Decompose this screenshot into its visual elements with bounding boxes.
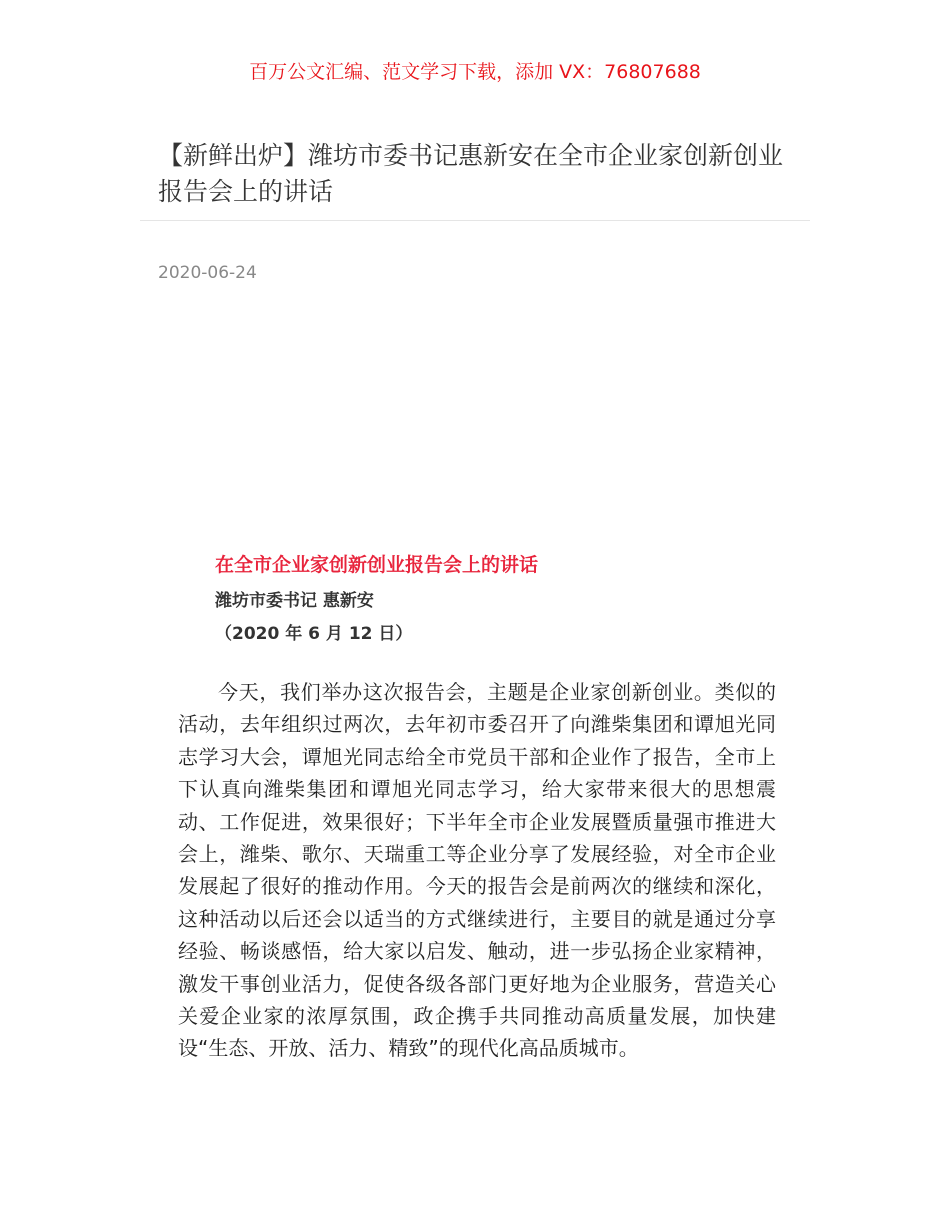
divider: [140, 220, 810, 221]
speech-heading: 在全市企业家创新创业报告会上的讲话: [215, 554, 539, 576]
speech-author: 潍坊市委书记 惠新安: [215, 591, 374, 611]
promo-banner: 百万公文汇编、范文学习下载，添加 VX：76807688: [249, 61, 701, 83]
body-paragraph: 今天，我们举办这次报告会，主题是企业家创新创业。类似的活动，去年组织过两次，去年初市委召开了向潍柴集团和谭旭光同志学习大会，谭旭光同志给全市党员干部和企业作了报告，全市上下认真向潍柴集团和谭旭光同志学习，给大家带来很大的思想震动、工作促进，效果很好；下半年全市企业发展暨质量强市推进大会上，潍柴、歌尔、天瑞重工等企业分享了发展经验，对全市企业发展起了很好的推动作用。今天的报告会是前两次的继续和深化，这种活动以后还会以适当的方式继续进行，主要目的就是通过分享经验、畅谈感悟，给大家以启发、触动，进一步弘扬企业家精神，激发干事创业活力，促使各级各部门更好地为企业服务，营造关心关爱企业家的浓厚氛围，政企携手共同推动高质量发展，加快建设“生态、开放、活力、精致”的现代化高品质城市。: [178, 680, 776, 1061]
speech-date: （2020 年 6 月 12 日）: [215, 624, 413, 644]
publish-date: 2020-06-24: [158, 263, 257, 283]
article-title: 【新鲜出炉】潍坊市委书记惠新安在全市企业家创新创业报告会上的讲话: [158, 141, 784, 206]
